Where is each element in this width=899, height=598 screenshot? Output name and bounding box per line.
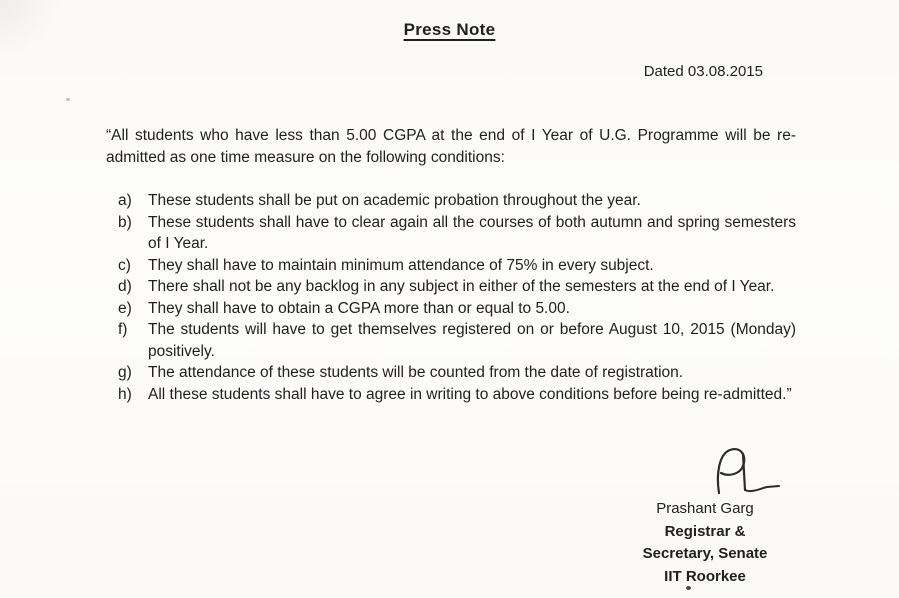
condition-label: b) [118,213,132,231]
condition-label: f) [118,321,128,338]
signatory-title-1: Registrar & [664,522,746,540]
condition-item-a [106,190,796,212]
condition-text: The attendance of these students will be counted from the date of registration. [148,364,684,381]
condition-label: h) [118,385,132,403]
condition-label: e) [118,299,132,317]
condition-item-f [106,319,796,362]
condition-item-b [106,212,796,255]
condition-label: c) [118,256,131,274]
condition-text: They shall have to maintain minimum attendance of 75% in every subject. [148,256,654,274]
condition-label: g) [118,364,132,381]
conditions-list [106,190,796,405]
intro-paragraph: “All students who have less than 5.00 CGPA at the end of I Year of U.G. Programme will be re-admitted as one time measure on the following conditions: [106,127,796,166]
signatory-name: Prashant Garg [656,500,754,517]
date-line: Dated 03.08.2015 [643,63,763,80]
signatory-title-3: IIT Roorkee [664,567,746,585]
condition-item-c [106,255,796,277]
condition-text: They shall have to obtain a CGPA more than or equal to 5.00. [148,299,570,317]
condition-text: There shall not be any backlog in any subject in either of the semesters at the end of I Year. [148,278,775,295]
condition-text: The students will have to get themselves registered on or before August 10, 2015 (Monday) positively. [148,321,796,360]
condition-text: These students shall have to clear again all the courses of both autumn and spring semesters of I Year. [148,213,796,252]
condition-item-g [106,362,796,384]
condition-text: These students shall be put on academic probation throughout the year. [148,192,641,209]
signature-block [615,446,795,588]
condition-label: a) [118,192,132,209]
condition-text: All these students shall have to agree in writing to above conditions before being re-admitted.” [148,385,792,403]
scan-artifact [66,98,70,101]
scan-artifact [686,586,691,590]
signature-image [709,446,781,496]
document-body [106,125,796,405]
condition-item-e [106,298,796,320]
document-title: Press Note [403,20,496,39]
condition-item-d [106,276,796,298]
condition-item-h [106,384,796,406]
signatory-title-2: Secretary, Senate [642,545,768,562]
condition-label: d) [118,278,132,295]
